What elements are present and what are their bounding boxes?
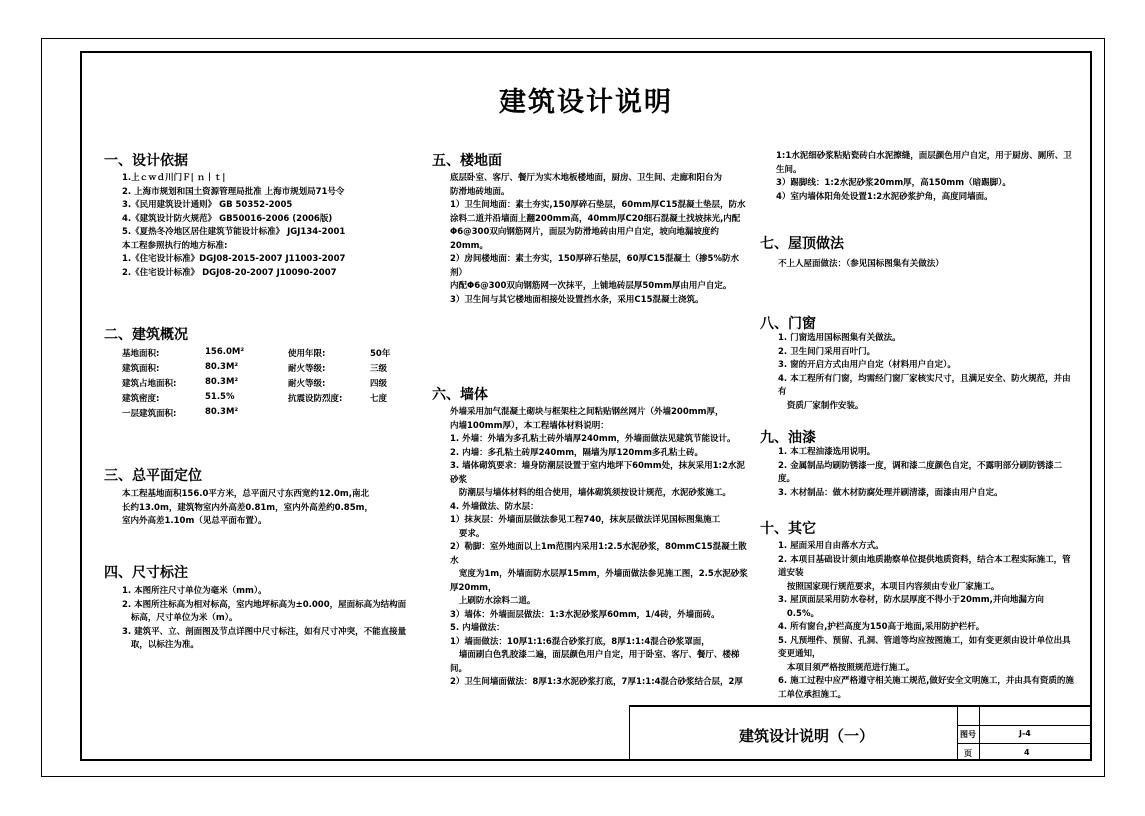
walls-paragraph: 外墙采用加气混凝土砌块与框架柱之间粘贴钢丝网片（外墙200mm厚， 内墙100mm厚），本工程墙体材料说明： 1. 外墙：外墙为多孔粘土砖外墙厚240mm，外墙面做法见建筑节能设计。 2. 内墙：多孔粘土砖厚240mm，隔墙为厚120mm多孔粘土砖。 3. 墙体砌筑要求：墙身防潮层设置于室内地坪下60mm处，抹灰采用1:2水泥砂浆 防潮层与墙体材料的组合使用，墙体砌筑须按设计规范，水泥砂浆施工。 4. 外墙做法、防水层： 1）抹灰层：外墙面层做法参见工程740，抹灰层做法详见国标图集施工 要求。 2）勒脚：室外地面以上1m范围内采用1:2.5水泥砂浆，80mmC15混凝土散水 宽度为1m，外墙面防水层厚15mm，外墙面做法参见施工图，2.5水泥砂浆厚20mm， 上刷防水涂料二道。 3）墙体：外墙面层做法：1:3水泥砂浆厚60mm，1/4砖，外墙面砖。 5. 内墙做法： 1）墙面做法：10厚1:1:6混合砂浆打底，8厚1:1:4混合砂浆罩面， 墙面刷白色乳胶漆二遍，面层颜色用户自定，用于卧室、客厅、餐厅、楼梯间。 2）卫生间墙面做法：8厚1:3水泥砂浆打底，7厚1:1:4混合砂浆结合层，2厚 xyxy=(450,407,748,687)
overview-key: 一层建筑面积: xyxy=(122,409,177,419)
title-block xyxy=(629,705,1092,761)
overview-value: 51.5% xyxy=(205,392,235,402)
section-heading-paint: 九、油漆 xyxy=(760,430,816,446)
wall-finish-continued: 1:1水泥细砂浆粘贴瓷砖白水泥擦缝，面层颜色用户自定，用于厨房、厕所、卫生间。 3）踢脚线：1:2水泥砂浆20mm厚，高150mm（暗踢脚）。 4）室内墙体阳角处设置1:2水泥砂浆护角，高度同墙面。 xyxy=(776,151,1072,202)
design-basis-line: 1.上ｃｗｄ川门Ｆ| ｎ丨ｔ| xyxy=(122,173,226,183)
design-basis-line: 2.《住宅设计标准》 DGJ08-20-2007 J10090-2007 xyxy=(122,267,337,278)
overview-key: 使用年限: xyxy=(288,349,326,359)
section-heading-dimensions: 四、尺寸标注 xyxy=(104,565,188,581)
floors-paragraph: 底层卧室、客厅、餐厅为实木地板楼地面，厨房、卫生间、走廊和阳台为 防滑地砖地面。 1）卫生间地面：素土夯实,150厚碎石垫层，60mm厚C15混凝土垫层，防水 涂料二道并沿墙面上翻200mm高，40mm厚C20细石混凝土找坡抹光,内配 Φ6@300双向钢筋网片，面层为防滑地砖由用户自定，坡向地漏坡度约20mm。 2）房间楼地面：素土夯实，150厚碎石垫层，60厚C15混凝土（掺5%防水剂） 内配Φ6@300双向钢筋网一次抹平，上铺地砖层厚50mm厚由用户自定。 3）卫生间与其它楼地面相接处设置挡水条，采用C15混凝土浇筑。 xyxy=(450,173,746,305)
section-heading-others: 十、其它 xyxy=(760,521,816,537)
paint-paragraph: 1. 本工程油漆选用说明。 2. 金属制品均刷防锈漆一度，调和漆二度颜色自定，不露明部分刷防锈漆二度。 3. 木材制品：做木材防腐处理并刷清漆，面漆由用户自定。 xyxy=(778,447,1063,498)
section-heading-design-basis: 一、设计依据 xyxy=(104,153,188,169)
others-paragraph: 1. 屋面采用自由落水方式。 2. 本项目基础设计须由地质勘察单位提供地质资料，结合本工程实际施工，管道安装 按照国家现行规范要求，本项目内容须由专业厂家施工。 3. 屋顶面层采用防水卷材，防水层厚度不得小于20mm,并向地漏方向 0.5%。 4. 所有窗台,护栏高度为150高于地面,采用防护栏杆。 5. 凡预埋件、预留、孔洞、管道等均应按图施工，如有变更须由设计单位出具变更通知， 本项目须严格按照规范进行施工。 6. 施工过程中应严格遵守相关施工规范,做好安全文明施工，并由具有资质的施工单位承担施工。 xyxy=(778,541,1074,700)
dimensions-paragraph: 1. 本图所注尺寸单位为毫米（mm）。 2. 本图所注标高为相对标高，室内地坪标高为±0.000，屋面标高为结构面 标高，尺寸单位为米（m）。 3. 建筑平、立、剖面图及节点详图中尺寸标注，如有尺寸冲突，不能直接量 取，以标注为准。 xyxy=(122,586,407,650)
section-heading-roof: 七、屋顶做法 xyxy=(760,236,844,252)
section-heading-doors-windows: 八、门窗 xyxy=(760,316,816,332)
design-basis-list xyxy=(122,172,412,280)
section-heading-building-overview: 二、建筑概况 xyxy=(104,327,188,343)
title-block-divider xyxy=(957,707,958,761)
paint-text xyxy=(778,446,1078,500)
overview-value: 80.3M² xyxy=(205,407,239,417)
drawing-number-value: J-4 xyxy=(1019,729,1031,738)
walls-text xyxy=(450,406,750,690)
overview-key: 建筑占地面积: xyxy=(122,379,177,389)
roof-paragraph: 不上人屋面做法：（参见国标图集有关做法） xyxy=(778,259,944,269)
design-basis-line: 1.《住宅设计标准》DGJ08-2015-2007 J11003-2007 xyxy=(122,254,346,264)
site-plan-paragraph: 本工程基地面积156.0平方米，总平面尺寸东西宽约12.0m,南北 长约13.0m，建筑物室内外高差0.81m，室内外高差约0.85m， 室内外高差1.10m（见总平面布置）。 xyxy=(122,489,373,526)
design-basis-line: 2. 上海市规划和国土资源管理局批准 上海市规划局71号令 xyxy=(122,186,345,197)
overview-value: 三级 xyxy=(370,364,388,374)
design-basis-line: 5.《夏热冬冷地区居住建筑节能设计标准》 JGJ134-2001 xyxy=(122,227,346,237)
title-block-divider xyxy=(979,707,980,761)
design-basis-line: 3.《民用建筑设计通则》 GB 50352-2005 xyxy=(122,200,293,210)
overview-value: 四级 xyxy=(370,379,388,389)
overview-key: 耐火等级: xyxy=(288,379,326,389)
others-text xyxy=(778,540,1078,702)
drawing-name: 建筑设计说明（一） xyxy=(739,727,875,745)
overview-key: 耐火等级: xyxy=(288,364,326,374)
overview-value: 80.3M² xyxy=(205,362,239,372)
roof-text xyxy=(778,258,1078,272)
design-basis-line: 本工程参照执行的地方标准: xyxy=(122,240,228,251)
floors-text xyxy=(450,172,750,307)
site-plan-text xyxy=(122,488,422,529)
overview-key: 基地面积: xyxy=(122,349,160,359)
page-number: 4 xyxy=(1024,748,1030,757)
drawing-number-label: 图号 xyxy=(960,730,976,739)
overview-value: 50年 xyxy=(370,349,391,359)
doors-windows-paragraph: 1. 门窗选用国标图集有关做法。 2. 卫生间门采用百叶门。 3. 窗的开启方式由用户自定（材料用户自定）。 4. 本工程所有门窗，均需经门窗厂家核实尺寸，且满足安全、防火规范，并由有 资质厂家制作安装。 xyxy=(778,333,1071,411)
section-heading-site-plan: 三、总平面定位 xyxy=(104,468,202,484)
design-basis-line: 4.《建筑设计防火规范》 GB50016-2006 (2006版) xyxy=(122,213,333,224)
overview-key: 建筑面积: xyxy=(122,364,160,374)
overview-value: 七度 xyxy=(370,394,388,404)
dimensions-text xyxy=(122,585,422,653)
page-label: 页 xyxy=(964,749,972,758)
section-heading-walls: 六、墙体 xyxy=(432,387,488,403)
doors-windows-text xyxy=(778,332,1078,413)
overview-key: 抗震设防烈度: xyxy=(288,394,343,404)
overview-value: 156.0M² xyxy=(205,347,245,357)
title-block-divider xyxy=(629,707,630,761)
page-title: 建筑设计说明 xyxy=(499,87,673,118)
section-heading-floors: 五、楼地面 xyxy=(432,153,502,169)
overview-key: 建筑密度: xyxy=(122,394,160,404)
right-continued-text xyxy=(776,150,1076,204)
title-block-divider xyxy=(957,743,1092,744)
overview-value: 80.3M² xyxy=(205,377,239,387)
title-block-divider xyxy=(957,725,1092,726)
